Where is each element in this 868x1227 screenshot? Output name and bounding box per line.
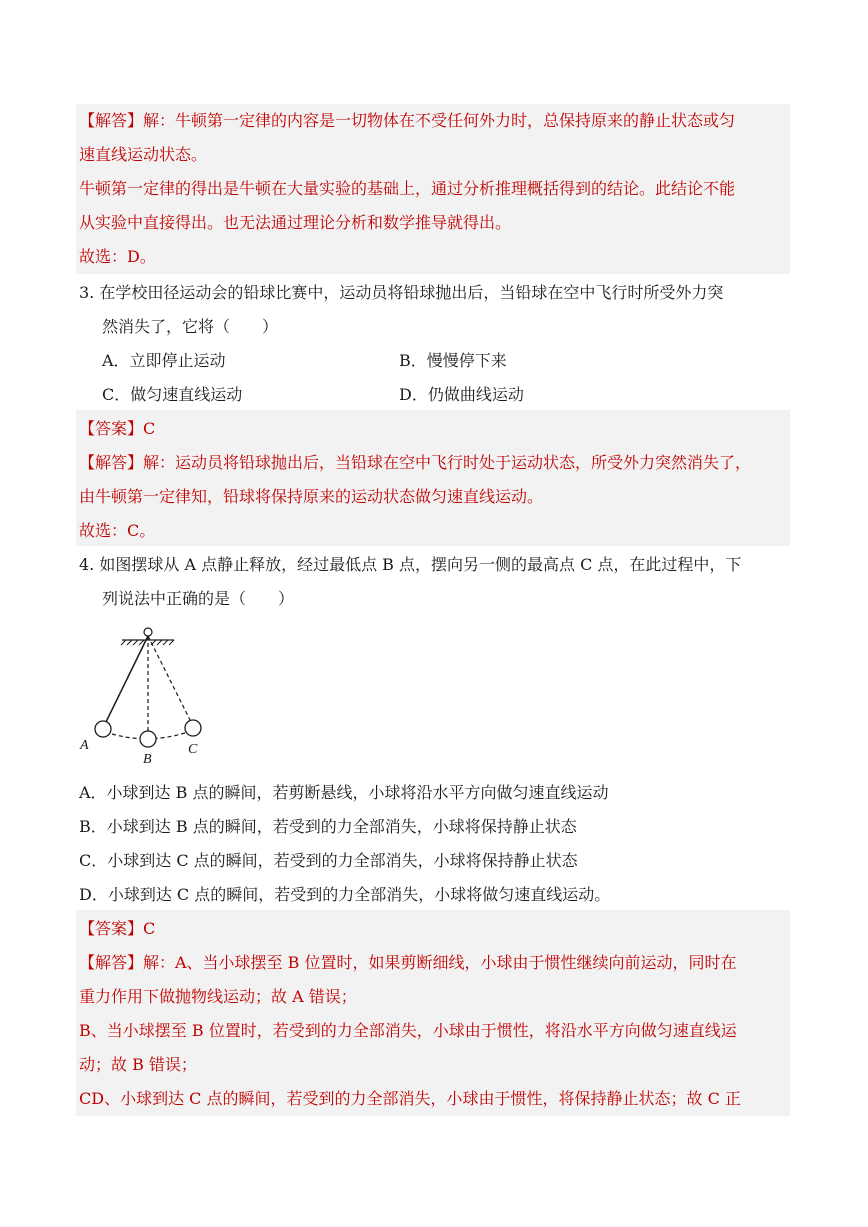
label-a: A xyxy=(80,738,89,753)
ball-a xyxy=(95,721,111,737)
q4-solution-line-2: 重力作用下做抛物线运动；故 A 错误； xyxy=(79,987,357,1006)
ball-b xyxy=(140,731,156,747)
q4-solution-line-4: 动；故 B 错误； xyxy=(79,1055,197,1074)
q3-option-a: A．立即停止运动 xyxy=(102,351,226,370)
q3-question-line-2: 然消失了，它将（ ） xyxy=(102,317,279,336)
q2-solution-line-2: 速直线运动状态。 xyxy=(79,145,208,164)
label-b: B xyxy=(143,752,152,767)
q4-question-line-1: 4. 如图摆球从 A 点静止释放，经过最低点 B 点，摆向另一侧的最高点 C 点，在此过程中，下 xyxy=(79,555,742,574)
q2-solution-line-4: 从实验中直接得出。也无法通过理论分析和数学推导就得出。 xyxy=(79,213,512,232)
q3-solution-line-1: 【解答】解：运动员将铅球抛出后，当铅球在空中飞行时处于运动状态，所受外力突然消失了， xyxy=(79,453,752,472)
q4-answer: 【答案】C xyxy=(79,919,156,938)
pendulum-figure xyxy=(76,622,216,772)
q2-solution-line-1: 【解答】解：牛顿第一定律的内容是一切物体在不受任何外力时，总保持原来的静止状态或匀 xyxy=(79,111,736,130)
q2-solution-line-5: 故选：D。 xyxy=(79,247,156,266)
q3-option-c: C．做匀速直线运动 xyxy=(102,385,243,404)
ball-c xyxy=(185,720,201,736)
q2-solution-line-3: 牛顿第一定律的得出是牛顿在大量实验的基础上，通过分析推理概括得到的结论。此结论不能 xyxy=(79,179,736,198)
q3-solution-line-2: 由牛顿第一定律知，铅球将保持原来的运动状态做匀速直线运动。 xyxy=(79,487,544,506)
q4-solution-line-1: 【解答】解：A、当小球摆至 B 位置时，如果剪断细线，小球由于惯性继续向前运动，同时在 xyxy=(79,953,737,972)
q4-option-d: D．小球到达 C 点的瞬间，若受到的力全部消失，小球将做匀速直线运动。 xyxy=(79,885,611,904)
q4-option-c: C．小球到达 C 点的瞬间，若受到的力全部消失，小球将保持静止状态 xyxy=(79,851,578,870)
q3-option-b: B．慢慢停下来 xyxy=(399,351,507,370)
q4-option-b: B．小球到达 B 点的瞬间，若受到的力全部消失，小球将保持静止状态 xyxy=(79,817,577,836)
q4-option-a: A．小球到达 B 点的瞬间，若剪断悬线，小球将沿水平方向做匀速直线运动 xyxy=(79,783,609,802)
q3-solution-line-3: 故选：C。 xyxy=(79,521,156,540)
q3-question-line-1: 3. 在学校田径运动会的铅球比赛中，运动员将铅球抛出后，当铅球在空中飞行时所受外力突 xyxy=(79,283,724,302)
q4-answer-block xyxy=(76,910,790,1116)
q4-question-line-2: 列说法中正确的是（ ） xyxy=(102,589,295,608)
q4-solution-line-5: CD、小球到达 C 点的瞬间，若受到的力全部消失，小球由于惯性，将保持静止状态；故 C 正 xyxy=(79,1089,741,1108)
q3-answer-block xyxy=(76,410,790,546)
q3-answer: 【答案】C xyxy=(79,419,156,438)
q4-solution-line-3: B、当小球摆至 B 位置时，若受到的力全部消失，小球由于惯性，将沿水平方向做匀速直线运 xyxy=(79,1021,737,1040)
label-c: C xyxy=(188,742,198,757)
q3-option-d: D．仍做曲线运动 xyxy=(399,385,524,404)
